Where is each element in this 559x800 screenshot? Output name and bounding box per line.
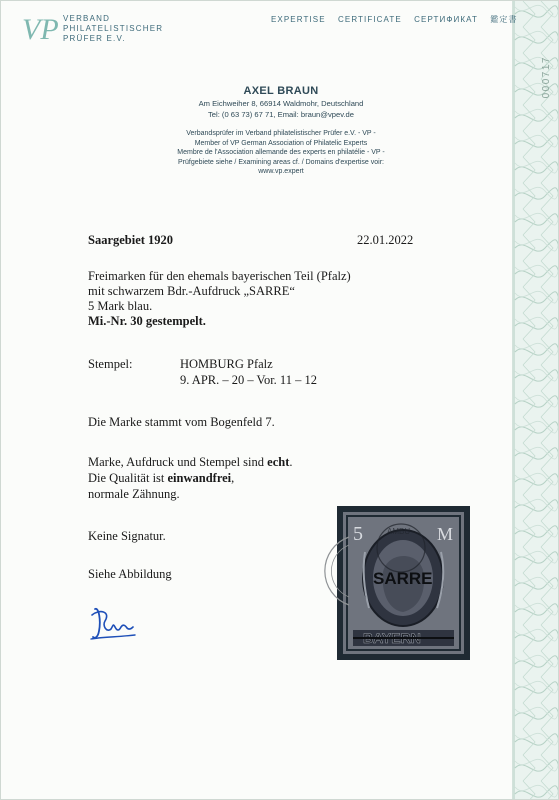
label-certificate: CERTIFICATE [338, 15, 402, 24]
quality-prefix: Die Qualität ist [88, 471, 168, 485]
vp-logo [21, 13, 59, 45]
stamp-country: BAYERN [363, 630, 421, 646]
description-line: mit schwarzem Bdr.-Aufdruck „SARRE“ [88, 284, 295, 298]
expert-description-line: Prüfgebiete siehe / Examining areas cf. / Domains d'expertise voir: [178, 158, 384, 166]
org-name-line: VERBAND [63, 14, 111, 23]
perforation-note: normale Zähnung. [88, 487, 180, 501]
expert-description-line: www.vp.expert [258, 168, 304, 176]
expert-description [131, 129, 431, 177]
cancel-label: Stempel: [88, 357, 133, 371]
stamp-currency-letter: M [437, 524, 454, 544]
certificate-labels [271, 14, 527, 25]
security-border [512, 1, 558, 800]
org-name-line: PRÜFER E.V. [63, 34, 126, 43]
serial-number: 000717 [541, 56, 552, 99]
expert-name: AXEL BRAUN [243, 85, 319, 97]
quality-suffix: , [231, 471, 235, 485]
stamp-overprint: SARRE [373, 569, 433, 588]
catalog-number: Mi.-Nr. 30 gestempelt. [88, 314, 206, 328]
cancel-date: 9. APR. – 20 – Vor. 11 – 12 [180, 373, 317, 387]
expert-contact: Tel: (0 63 73) 67 71, Email: braun@vpev.de [207, 109, 355, 119]
postmark-partial [297, 531, 353, 611]
genuine-suffix: . [289, 455, 293, 469]
quality-word: einwandfrei [167, 471, 232, 485]
certificate-date: 22.01.2022 [357, 233, 414, 247]
genuine-prefix: Marke, Aufdruck und Stempel sind [88, 455, 268, 469]
stamp-photo [337, 506, 470, 660]
signature-note: Keine Signatur. [88, 529, 166, 543]
see-image-note: Siehe Abbildung [88, 567, 172, 581]
certificate-title: Saargebiet 1920 [88, 233, 174, 247]
description-line: Freimarken für den ehemals bayerischen Teil (Pfalz) [88, 269, 351, 283]
expert-description-line: Member of VP German Association of Philatelic Experts [194, 139, 368, 147]
expert-address: Am Eichweiher 8, 66914 Waldmohr, Deutschland [198, 99, 364, 108]
label-certificate-ru: СЕРТИФИКАТ [414, 15, 478, 24]
vp-logo-text: VP [22, 13, 59, 45]
expert-header [131, 85, 431, 177]
stamp-cancel-text: AMBU [387, 527, 411, 536]
genuine-statement [88, 455, 292, 470]
genuine-word: echt [267, 455, 290, 469]
quality-statement [88, 471, 234, 486]
plate-position: Die Marke stammt vom Bogenfeld 7. [88, 415, 275, 429]
expert-description-line: Membre de l'Association allemande des experts en philatélie - VP - [177, 149, 385, 157]
stamp-image [343, 512, 464, 654]
label-certificate-ja: 鑑定書 [490, 15, 518, 24]
org-name-line: PHILATELISTISCHER [63, 24, 164, 33]
org-name [63, 14, 163, 44]
label-expertise: EXPERTISE [271, 15, 326, 24]
stamp-value-numeral: 5 [353, 523, 363, 545]
cancel-place: HOMBURG Pfalz [180, 357, 273, 371]
expert-signature [89, 601, 139, 648]
description-line: 5 Mark blau. [88, 299, 153, 313]
expert-description-line: Verbandsprüfer im Verband philatelistischer Prüfer e.V. - VP - [186, 130, 376, 137]
